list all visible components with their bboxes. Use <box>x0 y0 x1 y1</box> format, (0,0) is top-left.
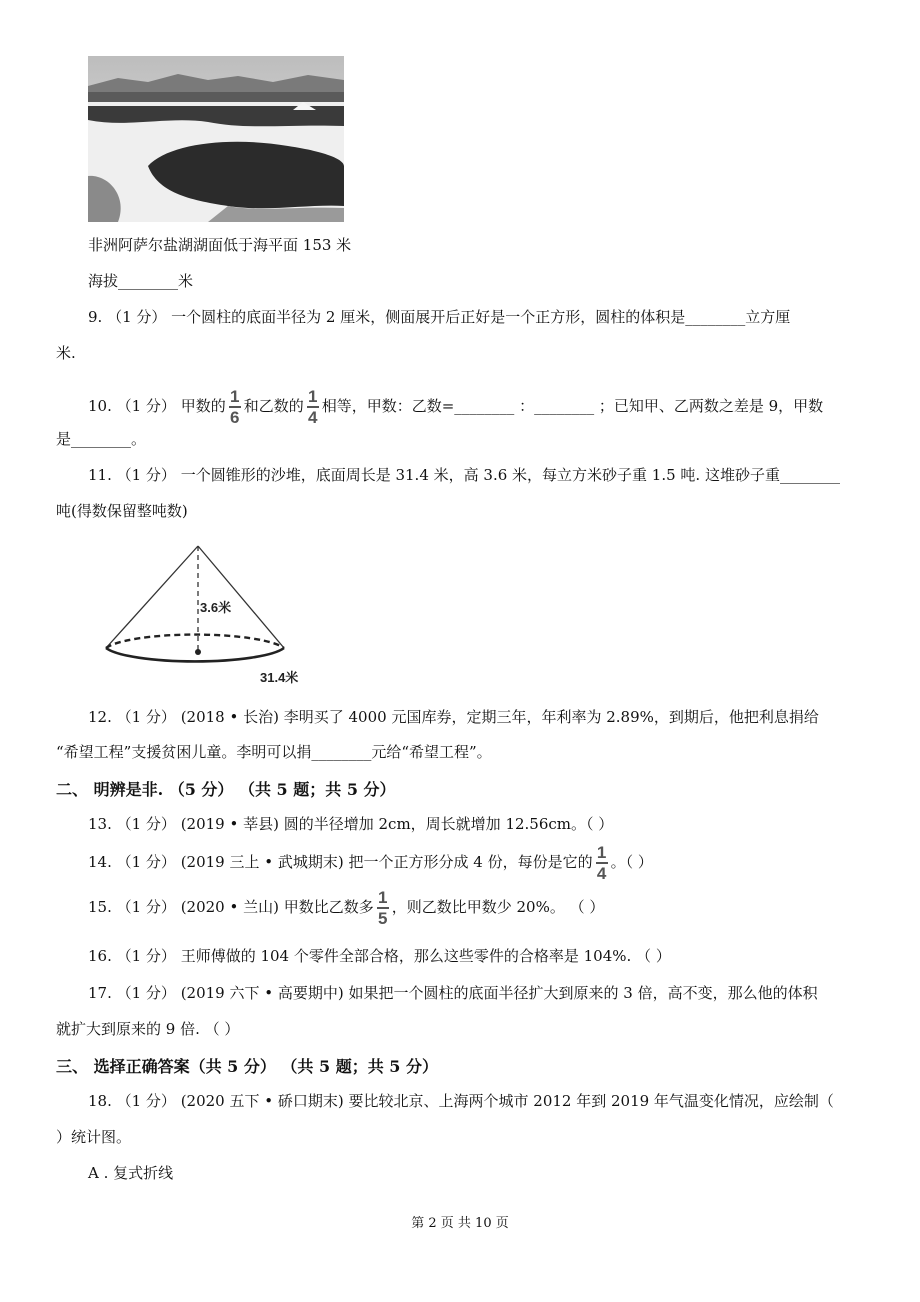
q10-text-3: 相等，甲数：乙数=________ ：________ ；已知甲、乙两数之差是 9，甲数 <box>321 397 824 415</box>
q10-line2: 是________。 <box>56 430 147 448</box>
cone-base-center <box>195 649 201 655</box>
fraction-one-fifth: $\frac{1}{5}$ <box>378 888 388 928</box>
q12-line1: 12. （1 分） (2018 • 长治) 李明买了 4000 元国库券，定期三年，年利率为 2.89%，到期后，他把利息捐给 <box>88 708 819 726</box>
q11-line2: 吨(得数保留整吨数) <box>56 502 188 520</box>
fraction-one-fourth: $\frac{1}{4}$ <box>308 387 318 427</box>
q16: 16. （1 分） 王师傅做的 104 个零件全部合格，那么这些零件的合格率是 104%. （ ） <box>88 947 671 965</box>
q9-line1: 9. （1 分） 一个圆柱的底面半径为 2 厘米，侧面展开后正好是一个正方形，圆柱的体积是________立方厘 <box>88 308 791 326</box>
q18-option-a: A . 复式折线 <box>88 1164 174 1182</box>
cone-base-back <box>106 635 284 648</box>
section-3-heading: 三、 选择正确答案（共 5 分） （共 5 题；共 5 分） <box>56 1057 438 1076</box>
q10-text-1: 10. （1 分） 甲数的 <box>88 397 226 415</box>
page-footer: 第 2 页 共 10 页 <box>411 1216 509 1231</box>
cone-right-edge <box>198 546 284 648</box>
q17-line1: 17. （1 分） (2019 六下 • 高要期中) 如果把一个圆柱的底面半径扩大到原来的 3 倍，高不变，那么他的体积 <box>88 984 818 1002</box>
q15-text-2: ，则乙数比甲数少 20%。 （ ） <box>391 898 605 916</box>
q17-line2: 就扩大到原来的 9 倍. （ ） <box>56 1020 240 1038</box>
circumference-label: 31.4米 <box>260 670 299 685</box>
q14-text-2: 。（ ） <box>610 853 653 871</box>
q14 <box>88 844 653 882</box>
cone-diagram <box>100 540 330 690</box>
q10-line1 <box>88 388 823 426</box>
q12-line2: “希望工程”支援贫困儿童。李明可以捐________元给“希望工程”。 <box>56 743 492 761</box>
cone-left-edge <box>106 546 198 648</box>
salt-lake-photo <box>88 56 344 222</box>
photo-caption: 非洲阿萨尔盐湖湖面低于海平面 153 米 <box>88 236 352 254</box>
cone-base-front <box>106 648 284 661</box>
q15 <box>88 889 604 927</box>
section-2-heading: 二、 明辨是非. （5 分） （共 5 题；共 5 分） <box>56 780 396 799</box>
fraction-one-sixth: $\frac{1}{6}$ <box>229 387 240 427</box>
q18-line2: ）统计图。 <box>56 1128 132 1146</box>
q15-text-1: 15. （1 分） (2020 • 兰山) 甲数比乙数多 <box>88 898 374 916</box>
q10-text-2: 和乙数的 <box>243 397 304 415</box>
fraction-one-fourth: $\frac{1}{4}$ <box>596 843 607 883</box>
q18-line1: 18. （1 分） (2020 五下 • 硚口期末) 要比较北京、上海两个城市 2012 年到 2019 年气温变化情况，应绘制（ <box>88 1092 834 1110</box>
q11-line1: 11. （1 分） 一个圆锥形的沙堆，底面周长是 31.4 米，高 3.6 米，每立方米砂子重 1.5 吨. 这堆砂子重________ <box>88 466 840 484</box>
q14-text-1: 14. （1 分） (2019 三上 • 武城期末) 把一个正方形分成 4 份，每份是它的 <box>88 853 593 871</box>
q13: 13. （1 分） (2019 • 莘县) 圆的半径增加 2cm，周长就增加 12.56cm。（ ） <box>88 815 614 833</box>
q8-answer-line: 海拔________米 <box>88 272 194 290</box>
q9-line2: 米. <box>56 344 76 362</box>
height-label: 3.6米 <box>200 600 232 615</box>
